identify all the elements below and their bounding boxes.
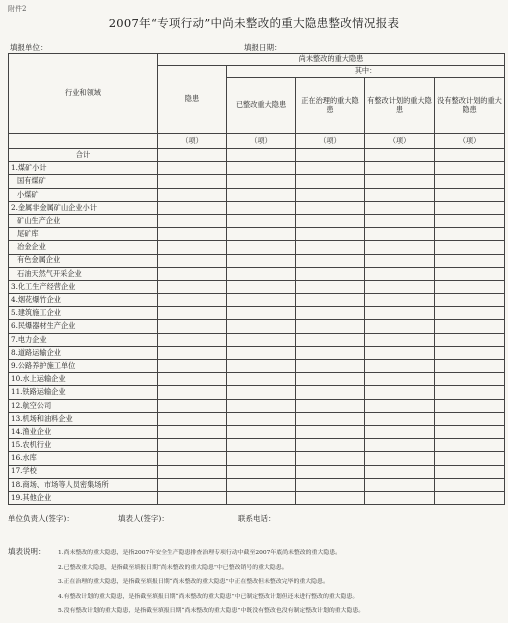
data-cell[interactable]: [227, 425, 296, 438]
data-cell[interactable]: [435, 307, 505, 320]
data-cell[interactable]: [435, 425, 505, 438]
data-cell[interactable]: [365, 478, 435, 491]
data-cell[interactable]: [296, 439, 365, 452]
data-cell[interactable]: [435, 478, 505, 491]
row-label: 19.其他企业: [9, 491, 158, 504]
note-item: 3.正在治理的重大隐患，是指截至填报日期“尚未整改的重大隐患”中正在整改但未整改完毕的重大隐患。: [58, 579, 329, 585]
data-cell[interactable]: [227, 412, 296, 425]
data-cell[interactable]: [227, 280, 296, 293]
data-cell[interactable]: [296, 399, 365, 412]
row-label: 10.水上运输企业: [9, 373, 158, 386]
data-cell[interactable]: [158, 320, 227, 333]
data-cell[interactable]: [365, 188, 435, 201]
data-cell[interactable]: [435, 412, 505, 425]
data-cell[interactable]: [365, 346, 435, 359]
unit-cell: （项）: [365, 134, 435, 149]
col-in-progress: 正在治理的重大隐患: [296, 78, 365, 134]
data-cell[interactable]: [227, 267, 296, 280]
data-cell[interactable]: [435, 439, 505, 452]
data-cell[interactable]: [296, 373, 365, 386]
data-cell[interactable]: [365, 294, 435, 307]
row-label: 国有煤矿: [9, 175, 158, 188]
data-cell[interactable]: [227, 333, 296, 346]
data-cell[interactable]: [227, 201, 296, 214]
row-label: 16.水库: [9, 452, 158, 465]
data-cell[interactable]: [435, 320, 505, 333]
data-cell[interactable]: [365, 149, 435, 162]
data-cell[interactable]: [227, 254, 296, 267]
data-cell[interactable]: [158, 478, 227, 491]
data-cell[interactable]: [435, 175, 505, 188]
responsible-signature-label: 单位负责人(签字)：: [8, 514, 74, 523]
data-cell[interactable]: [227, 320, 296, 333]
data-cell[interactable]: [158, 228, 227, 241]
data-cell[interactable]: [365, 333, 435, 346]
data-cell[interactable]: [227, 360, 296, 373]
data-cell[interactable]: [158, 280, 227, 293]
row-label: 冶金企业: [9, 241, 158, 254]
data-cell[interactable]: [365, 162, 435, 175]
data-cell[interactable]: [296, 346, 365, 359]
unit-cell: （项）: [296, 134, 365, 149]
data-cell[interactable]: [435, 491, 505, 504]
data-cell[interactable]: [227, 307, 296, 320]
data-cell[interactable]: [227, 491, 296, 504]
notes-label: 填表说明：: [8, 547, 46, 556]
data-cell[interactable]: [296, 425, 365, 438]
row-label: 矿山生产企业: [9, 214, 158, 227]
row-label: 8.道路运输企业: [9, 346, 158, 359]
data-cell[interactable]: [158, 333, 227, 346]
data-cell[interactable]: [435, 386, 505, 399]
data-cell[interactable]: [158, 491, 227, 504]
row-label: 5.建筑施工企业: [9, 307, 158, 320]
note-item: 1.尚未整改的重大隐患，是指2007年安全生产隐患排查治理专项行动中截至2007年底尚未整改的重大隐患。: [58, 550, 342, 556]
data-cell[interactable]: [158, 399, 227, 412]
data-cell[interactable]: [296, 254, 365, 267]
note-item: 2.已整改重大隐患，是指截至填报日期“尚未整改的重大隐患”中已整改销号的重大隐患。: [58, 564, 288, 571]
data-cell[interactable]: [158, 307, 227, 320]
data-cell[interactable]: [435, 452, 505, 465]
row-label: 有色金属企业: [9, 254, 158, 267]
data-cell[interactable]: [227, 346, 296, 359]
data-cell[interactable]: [227, 373, 296, 386]
unit-cell: （项）: [435, 134, 505, 149]
data-cell[interactable]: [227, 399, 296, 412]
data-cell[interactable]: [365, 399, 435, 412]
group-header: 尚未整改的重大隐患: [158, 54, 505, 66]
note-item: 4.有整改计划的重大隐患，是指截至填报日期“尚未整改的重大隐患”中已制定整改计划但还未进行整改的重大隐患。: [58, 593, 359, 600]
data-cell[interactable]: [158, 373, 227, 386]
data-cell[interactable]: [365, 254, 435, 267]
col-rectified: 已整改重大隐患: [227, 78, 296, 134]
data-cell[interactable]: [296, 201, 365, 214]
data-cell[interactable]: [227, 214, 296, 227]
row-label: 1.煤矿小计: [9, 162, 158, 175]
data-cell[interactable]: [227, 478, 296, 491]
data-cell[interactable]: [296, 465, 365, 478]
data-cell[interactable]: [296, 294, 365, 307]
fill-unit-label: 填报单位：: [10, 43, 48, 52]
data-cell[interactable]: [158, 452, 227, 465]
data-cell[interactable]: [296, 478, 365, 491]
data-cell[interactable]: [296, 333, 365, 346]
data-cell[interactable]: [158, 214, 227, 227]
data-cell[interactable]: [296, 149, 365, 162]
data-cell[interactable]: [435, 373, 505, 386]
data-cell[interactable]: [365, 228, 435, 241]
row-label: 17.学校: [9, 465, 158, 478]
data-cell[interactable]: [227, 228, 296, 241]
attachment-label: 附件2: [8, 5, 27, 13]
data-cell[interactable]: [435, 228, 505, 241]
data-cell[interactable]: [296, 228, 365, 241]
data-cell[interactable]: [365, 360, 435, 373]
data-cell[interactable]: [365, 491, 435, 504]
data-cell[interactable]: [158, 267, 227, 280]
data-cell[interactable]: [365, 425, 435, 438]
data-cell[interactable]: [158, 254, 227, 267]
data-cell[interactable]: [227, 294, 296, 307]
data-cell[interactable]: [158, 162, 227, 175]
data-cell[interactable]: [435, 162, 505, 175]
row-label: 4.烟花爆竹企业: [9, 294, 158, 307]
report-table: [8, 53, 505, 505]
data-cell[interactable]: [435, 201, 505, 214]
data-cell[interactable]: [365, 175, 435, 188]
data-cell[interactable]: [227, 241, 296, 254]
data-cell[interactable]: [296, 307, 365, 320]
data-cell[interactable]: [158, 386, 227, 399]
data-cell[interactable]: [365, 373, 435, 386]
data-cell[interactable]: [296, 386, 365, 399]
row-label: 6.民爆器材生产企业: [9, 320, 158, 333]
data-cell[interactable]: [365, 214, 435, 227]
data-cell[interactable]: [158, 201, 227, 214]
data-cell[interactable]: [435, 188, 505, 201]
data-cell[interactable]: [296, 241, 365, 254]
data-cell[interactable]: [158, 439, 227, 452]
note-item: 5.没有整改计划的重大隐患，是指截至填报日期“尚未整改的重大隐患”中既没有整改也没有制定整改计划的重大隐患。: [58, 608, 365, 614]
data-cell[interactable]: [296, 280, 365, 293]
row-label: 13.机场和油料企业: [9, 412, 158, 425]
data-cell[interactable]: [296, 320, 365, 333]
data-cell[interactable]: [435, 465, 505, 478]
data-cell[interactable]: [158, 346, 227, 359]
data-cell[interactable]: [435, 214, 505, 227]
row-label: 11.铁路运输企业: [9, 386, 158, 399]
data-cell[interactable]: [296, 491, 365, 504]
row-label: 14.渔业企业: [9, 425, 158, 438]
col-hazards: 隐患: [158, 66, 227, 134]
data-cell[interactable]: [296, 412, 365, 425]
row-label: 7.电力企业: [9, 333, 158, 346]
row-label: 2.金属非金属矿山企业小计: [9, 201, 158, 214]
data-cell[interactable]: [158, 425, 227, 438]
row-label: 18.商场、市场等人员密集场所: [9, 478, 158, 491]
data-cell[interactable]: [227, 149, 296, 162]
data-cell[interactable]: [435, 346, 505, 359]
data-cell[interactable]: [365, 439, 435, 452]
data-cell[interactable]: [158, 188, 227, 201]
row-label: 15.农机行业: [9, 439, 158, 452]
data-cell[interactable]: [365, 280, 435, 293]
data-cell[interactable]: [227, 188, 296, 201]
data-cell[interactable]: [435, 294, 505, 307]
data-cell[interactable]: [435, 280, 505, 293]
data-cell[interactable]: [296, 360, 365, 373]
data-cell[interactable]: [435, 254, 505, 267]
data-cell[interactable]: [365, 465, 435, 478]
data-cell[interactable]: [296, 214, 365, 227]
row-label: 9.公路养护施工单位: [9, 360, 158, 373]
data-cell[interactable]: [227, 452, 296, 465]
fill-date-label: 填报日期：: [244, 43, 282, 52]
row-label: 12.航空公司: [9, 399, 158, 412]
data-cell[interactable]: [227, 175, 296, 188]
data-cell[interactable]: [365, 201, 435, 214]
data-cell[interactable]: [158, 149, 227, 162]
data-cell[interactable]: [365, 320, 435, 333]
industry-header: 行业和领域: [9, 54, 158, 134]
data-cell[interactable]: [158, 175, 227, 188]
data-cell[interactable]: [296, 162, 365, 175]
data-cell[interactable]: [227, 465, 296, 478]
data-cell[interactable]: [227, 439, 296, 452]
data-cell[interactable]: [365, 452, 435, 465]
data-cell[interactable]: [227, 162, 296, 175]
contact-phone-label: 联系电话：: [238, 514, 276, 523]
data-cell[interactable]: [158, 294, 227, 307]
total-row-label: 合计: [9, 149, 158, 162]
data-cell[interactable]: [365, 241, 435, 254]
data-cell[interactable]: [158, 412, 227, 425]
data-cell[interactable]: [158, 465, 227, 478]
unit-cell: （项）: [227, 134, 296, 149]
row-label: 3.化工生产经营企业: [9, 280, 158, 293]
data-cell[interactable]: [435, 360, 505, 373]
data-cell[interactable]: [158, 241, 227, 254]
data-cell[interactable]: [296, 267, 365, 280]
data-cell[interactable]: [435, 399, 505, 412]
data-cell[interactable]: [296, 175, 365, 188]
unit-row-blank: [9, 134, 158, 149]
data-cell[interactable]: [158, 360, 227, 373]
row-label: 小煤矿: [9, 188, 158, 201]
unit-cell: （项）: [158, 134, 227, 149]
row-label: 石油天然气开采企业: [9, 267, 158, 280]
row-label: 尾矿库: [9, 228, 158, 241]
notes-list: [58, 547, 364, 620]
data-cell[interactable]: [365, 307, 435, 320]
data-cell[interactable]: [296, 188, 365, 201]
data-cell[interactable]: [435, 241, 505, 254]
data-cell[interactable]: [227, 386, 296, 399]
filler-signature-label: 填表人(签字)：: [118, 514, 169, 523]
data-cell[interactable]: [435, 149, 505, 162]
data-cell[interactable]: [296, 452, 365, 465]
data-cell[interactable]: [435, 333, 505, 346]
col-no-plan: 没有整改计划的重大隐患: [435, 78, 505, 134]
page-title: 2007年“专项行动”中尚未整改的重大隐患整改情况报表: [108, 16, 400, 30]
data-cell[interactable]: [365, 267, 435, 280]
data-cell[interactable]: [365, 386, 435, 399]
data-cell[interactable]: [365, 412, 435, 425]
data-cell[interactable]: [435, 267, 505, 280]
among-header: 其中：: [227, 66, 505, 78]
col-with-plan: 有整改计划的重大隐患: [365, 78, 435, 134]
